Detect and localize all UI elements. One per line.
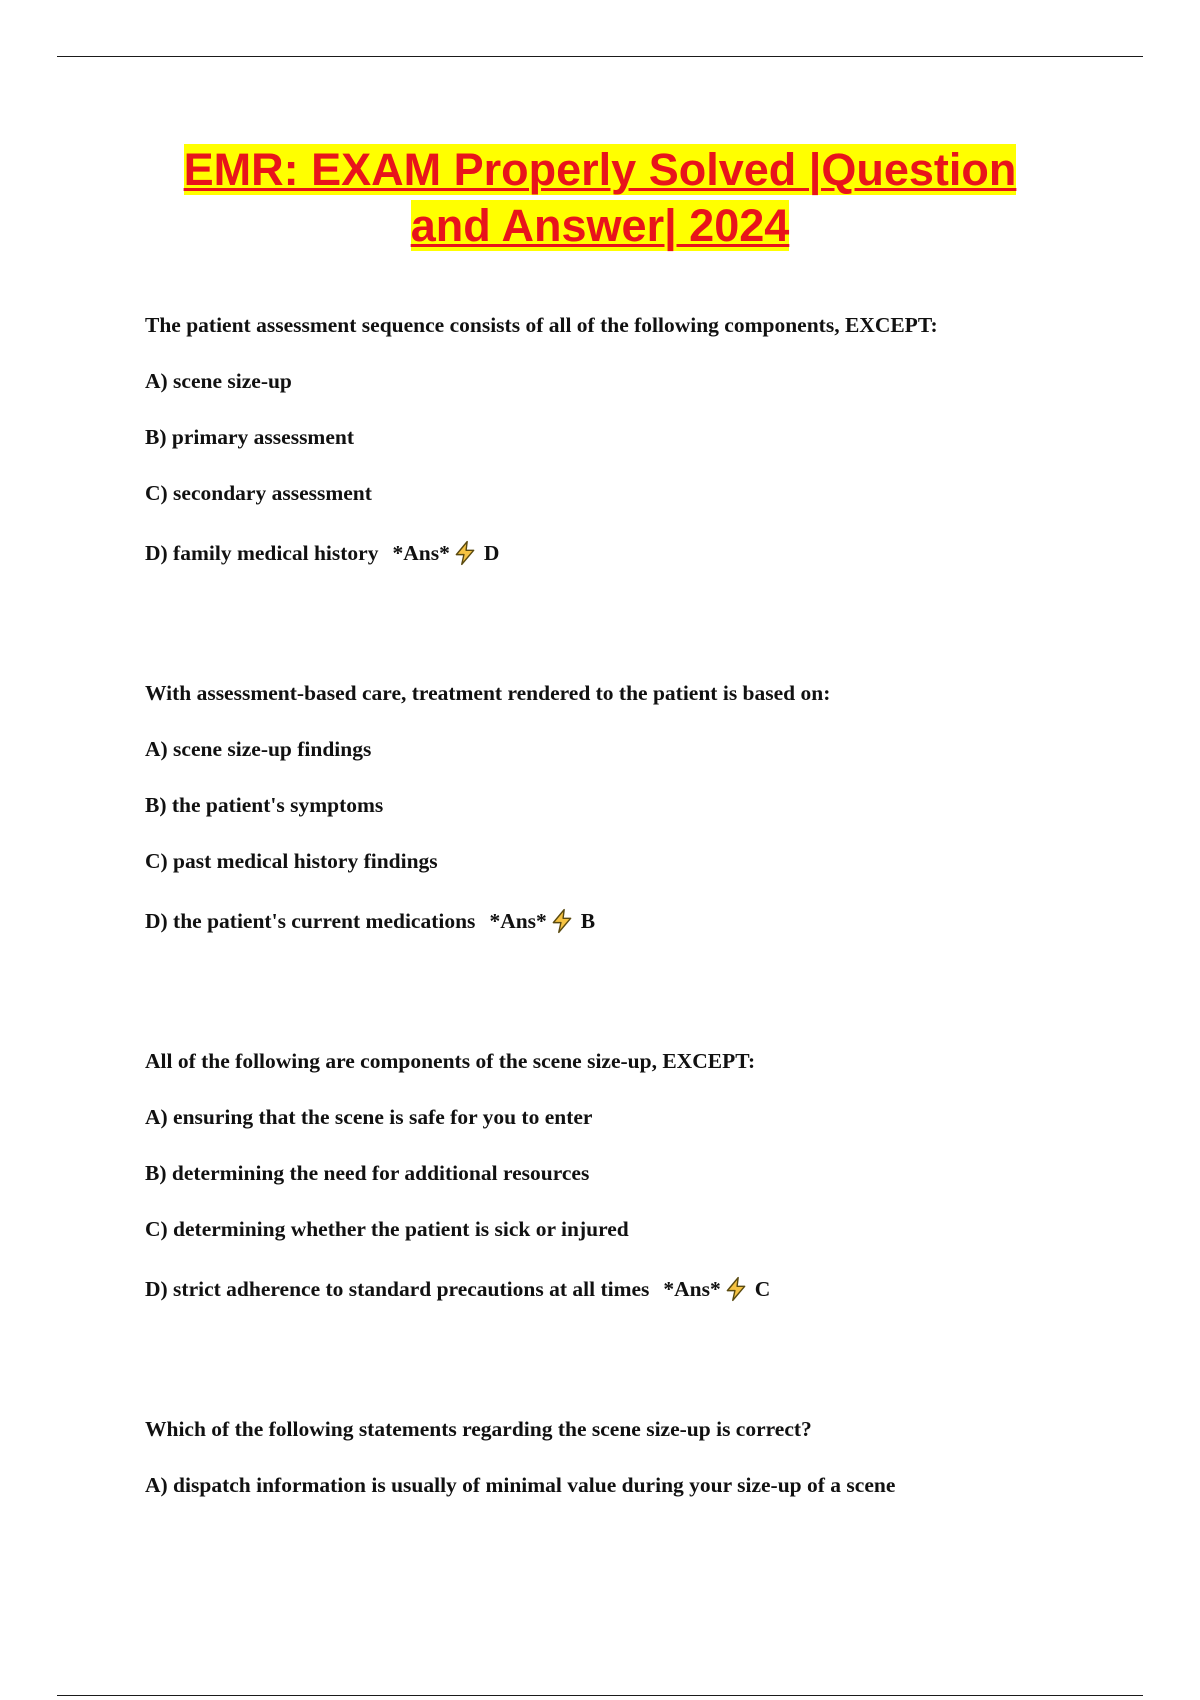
option-d-with-answer: [145, 1276, 1125, 1302]
high-voltage-icon: [549, 908, 575, 934]
option-a: A) scene size-up: [145, 369, 292, 393]
question-stem: The patient assessment sequence consists of all of the following components, EXCEPT:: [145, 313, 938, 337]
answer-prefix: *Ans*: [392, 541, 450, 565]
high-voltage-icon: [452, 540, 478, 566]
option-c: C) determining whether the patient is sick or injured: [145, 1217, 629, 1241]
option-b: B) primary assessment: [145, 425, 355, 449]
answer-letter: B: [580, 909, 596, 933]
option-d: D) family medical history: [145, 541, 379, 565]
question-list: [145, 312, 1125, 1612]
option-c: C) secondary assessment: [145, 481, 372, 505]
question-4: [145, 1416, 1125, 1498]
option-c: C) past medical history findings: [145, 849, 438, 873]
answer-letter: C: [754, 1277, 771, 1301]
top-rule: [57, 56, 1143, 57]
bottom-rule: [57, 1695, 1143, 1696]
question-stem: All of the following are components of the scene size-up, EXCEPT:: [145, 1049, 756, 1073]
option-d: D) strict adherence to standard precautions at all times: [145, 1277, 650, 1301]
option-a: A) ensuring that the scene is safe for you to enter: [145, 1105, 593, 1129]
high-voltage-icon: [723, 1276, 749, 1302]
option-d-with-answer: [145, 540, 1125, 566]
option-a: A) scene size-up findings: [145, 737, 372, 761]
option-b: B) determining the need for additional resources: [145, 1161, 590, 1185]
question-stem: Which of the following statements regarding the scene size-up is correct?: [145, 1417, 812, 1441]
option-d-with-answer: [145, 908, 1125, 934]
question-3: [145, 1048, 1125, 1302]
answer-prefix: *Ans*: [663, 1277, 721, 1301]
title-line-2: and Answer| 2024: [410, 200, 790, 251]
question-1: [145, 312, 1125, 566]
answer-prefix: *Ans*: [489, 909, 547, 933]
question-stem: With assessment-based care, treatment rendered to the patient is based on:: [145, 681, 831, 705]
question-2: [145, 680, 1125, 934]
option-d: D) the patient's current medications: [145, 909, 476, 933]
option-a: A) dispatch information is usually of minimal value during your size-up of a scene: [145, 1473, 896, 1497]
page-title: [100, 142, 1100, 254]
answer-letter: D: [483, 541, 500, 565]
option-b: B) the patient's symptoms: [145, 793, 384, 817]
title-line-1: EMR: EXAM Properly Solved |Question: [183, 144, 1017, 195]
